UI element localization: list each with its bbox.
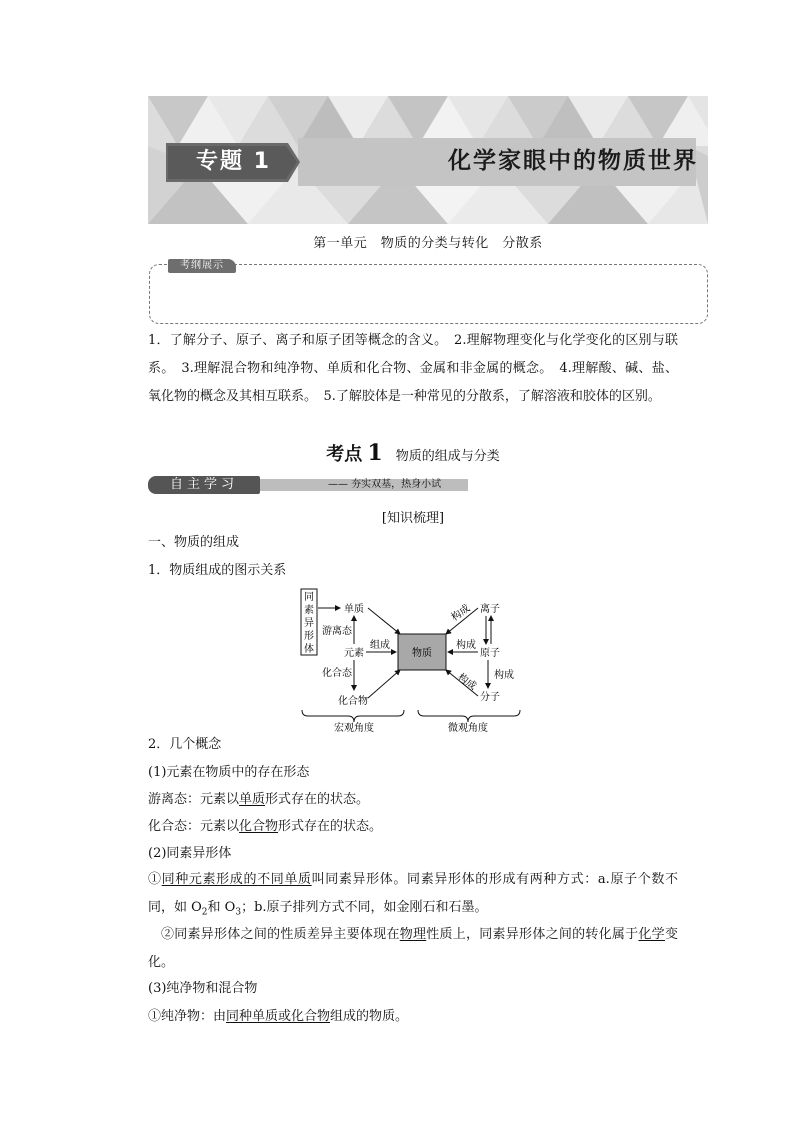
self-study-label: 自主学习	[148, 476, 260, 494]
macro-brace	[302, 710, 404, 722]
node-lizi: 离子	[480, 604, 500, 615]
text: 化合态：元素以	[148, 819, 240, 834]
arrow-danzhi-wuzhi	[368, 608, 400, 634]
node-huahewu: 化合物	[338, 696, 368, 707]
allotrope-char-1: 同	[304, 592, 314, 603]
text: 性质上，同素异形体之间的转化属于	[426, 927, 639, 942]
unit-title: 第一单元 物质的分类与转化 分散系	[313, 236, 543, 251]
concept-2-para-2	[148, 921, 678, 977]
label-goucheng-2: 构成	[456, 640, 476, 651]
arrow-huahewu-wuzhi	[368, 670, 400, 698]
chapter-label: 专题 1	[196, 149, 271, 174]
label-huahe-state: 化合态	[322, 668, 352, 679]
concept-2-title: (2)同素异形体	[148, 846, 232, 861]
label-macro: 宏观角度	[334, 723, 374, 732]
text: ；b.原子排列方式不同，如金刚石和石墨。	[241, 900, 488, 915]
allotrope-char-3: 异	[304, 618, 314, 629]
text: 游离态：元素以	[148, 792, 240, 807]
exam-outline-text: 1．了解分子、原子、离子和原子团等概念的含义。 2.理解物理变化与化学变化的区别与联系。 3.理解混合物和纯净物、单质和化合物、金属和非金属的概念。 4.理解酸、碱、盐、氧化物的概念及其相互联系。 5.了解胶体是一种常见的分散系，了解溶液和胶体的区别。	[148, 333, 678, 404]
kaodian-title	[148, 440, 678, 466]
text: ②同素异形体之间的性质差异主要体现在	[161, 927, 400, 942]
node-fenzi: 分子	[480, 692, 500, 703]
text: 形式存在的状态。	[278, 819, 383, 834]
chapter-banner	[148, 96, 708, 224]
concept-1-combined-state	[148, 818, 382, 836]
node-yuanzi: 原子	[480, 648, 500, 659]
label-zucheng: 组成	[370, 640, 390, 651]
self-study-bar	[148, 476, 468, 494]
label-goucheng-3: 构成	[455, 672, 479, 693]
label-youli: 游离态	[322, 626, 352, 637]
node-wuzhi: 物质	[412, 648, 432, 659]
text: ①纯净物：由	[148, 1009, 227, 1024]
text: 组成的物质。	[330, 1009, 409, 1024]
kaodian-number: 1	[367, 440, 383, 466]
subscript: 3	[235, 907, 242, 918]
text: 变化。	[148, 927, 678, 970]
heading-composition: 一、物质的组成	[148, 535, 240, 550]
exam-outline-tag: 考纲展示	[168, 259, 236, 273]
heading-concepts: 2．几个概念	[148, 737, 222, 752]
subscript: 2	[201, 907, 208, 918]
kaodian-subtitle: 物质的组成与分类	[395, 449, 500, 464]
micro-brace	[418, 710, 520, 722]
heading-diagram: 1．物质组成的图示关系	[148, 563, 287, 578]
underlined-term: 同种单质或化合物	[226, 1009, 331, 1024]
text: 形式存在的状态。	[265, 792, 370, 807]
self-study-motto: —— 夯实双基，热身小试	[328, 479, 442, 490]
composition-diagram	[298, 586, 524, 732]
underlined-term: 不同单质	[257, 872, 312, 887]
label-micro: 微观角度	[448, 723, 488, 732]
node-danzhi: 单质	[344, 604, 364, 615]
concept-3-para-1	[148, 1008, 408, 1026]
node-yuansu: 元素	[344, 648, 364, 659]
text: 和 O	[207, 900, 236, 915]
concept-1-title: (1)元素在物质中的存在形态	[148, 765, 310, 780]
concept-2-para-1	[148, 866, 678, 927]
underlined-term: 物理	[399, 927, 427, 942]
allotrope-char-5: 体	[304, 644, 314, 655]
kaodian-word: 考点	[326, 444, 363, 465]
knowledge-section-tag: [知识梳理]	[381, 511, 445, 526]
label-goucheng-4: 构成	[494, 670, 514, 681]
chapter-title: 化学家眼中的物质世界	[448, 148, 698, 174]
allotrope-char-2: 素	[304, 605, 314, 616]
allotrope-char-4: 形	[304, 631, 314, 642]
concept-1-free-state	[148, 791, 369, 809]
underlined-term: 化学	[638, 927, 665, 942]
label-goucheng-1: 构成	[449, 603, 473, 624]
text: ①	[148, 872, 162, 887]
underlined-term: 同种元素形成的	[161, 872, 258, 887]
text: 叫同素异形体。同素异形体的形成有两种方式：a.原子个数不同，如 O	[148, 872, 678, 915]
concept-3-title: (3)纯净物和混合物	[148, 981, 258, 996]
exam-outline-box	[149, 264, 708, 324]
underlined-term: 单质	[239, 792, 266, 807]
underlined-term: 化合物	[239, 819, 279, 834]
